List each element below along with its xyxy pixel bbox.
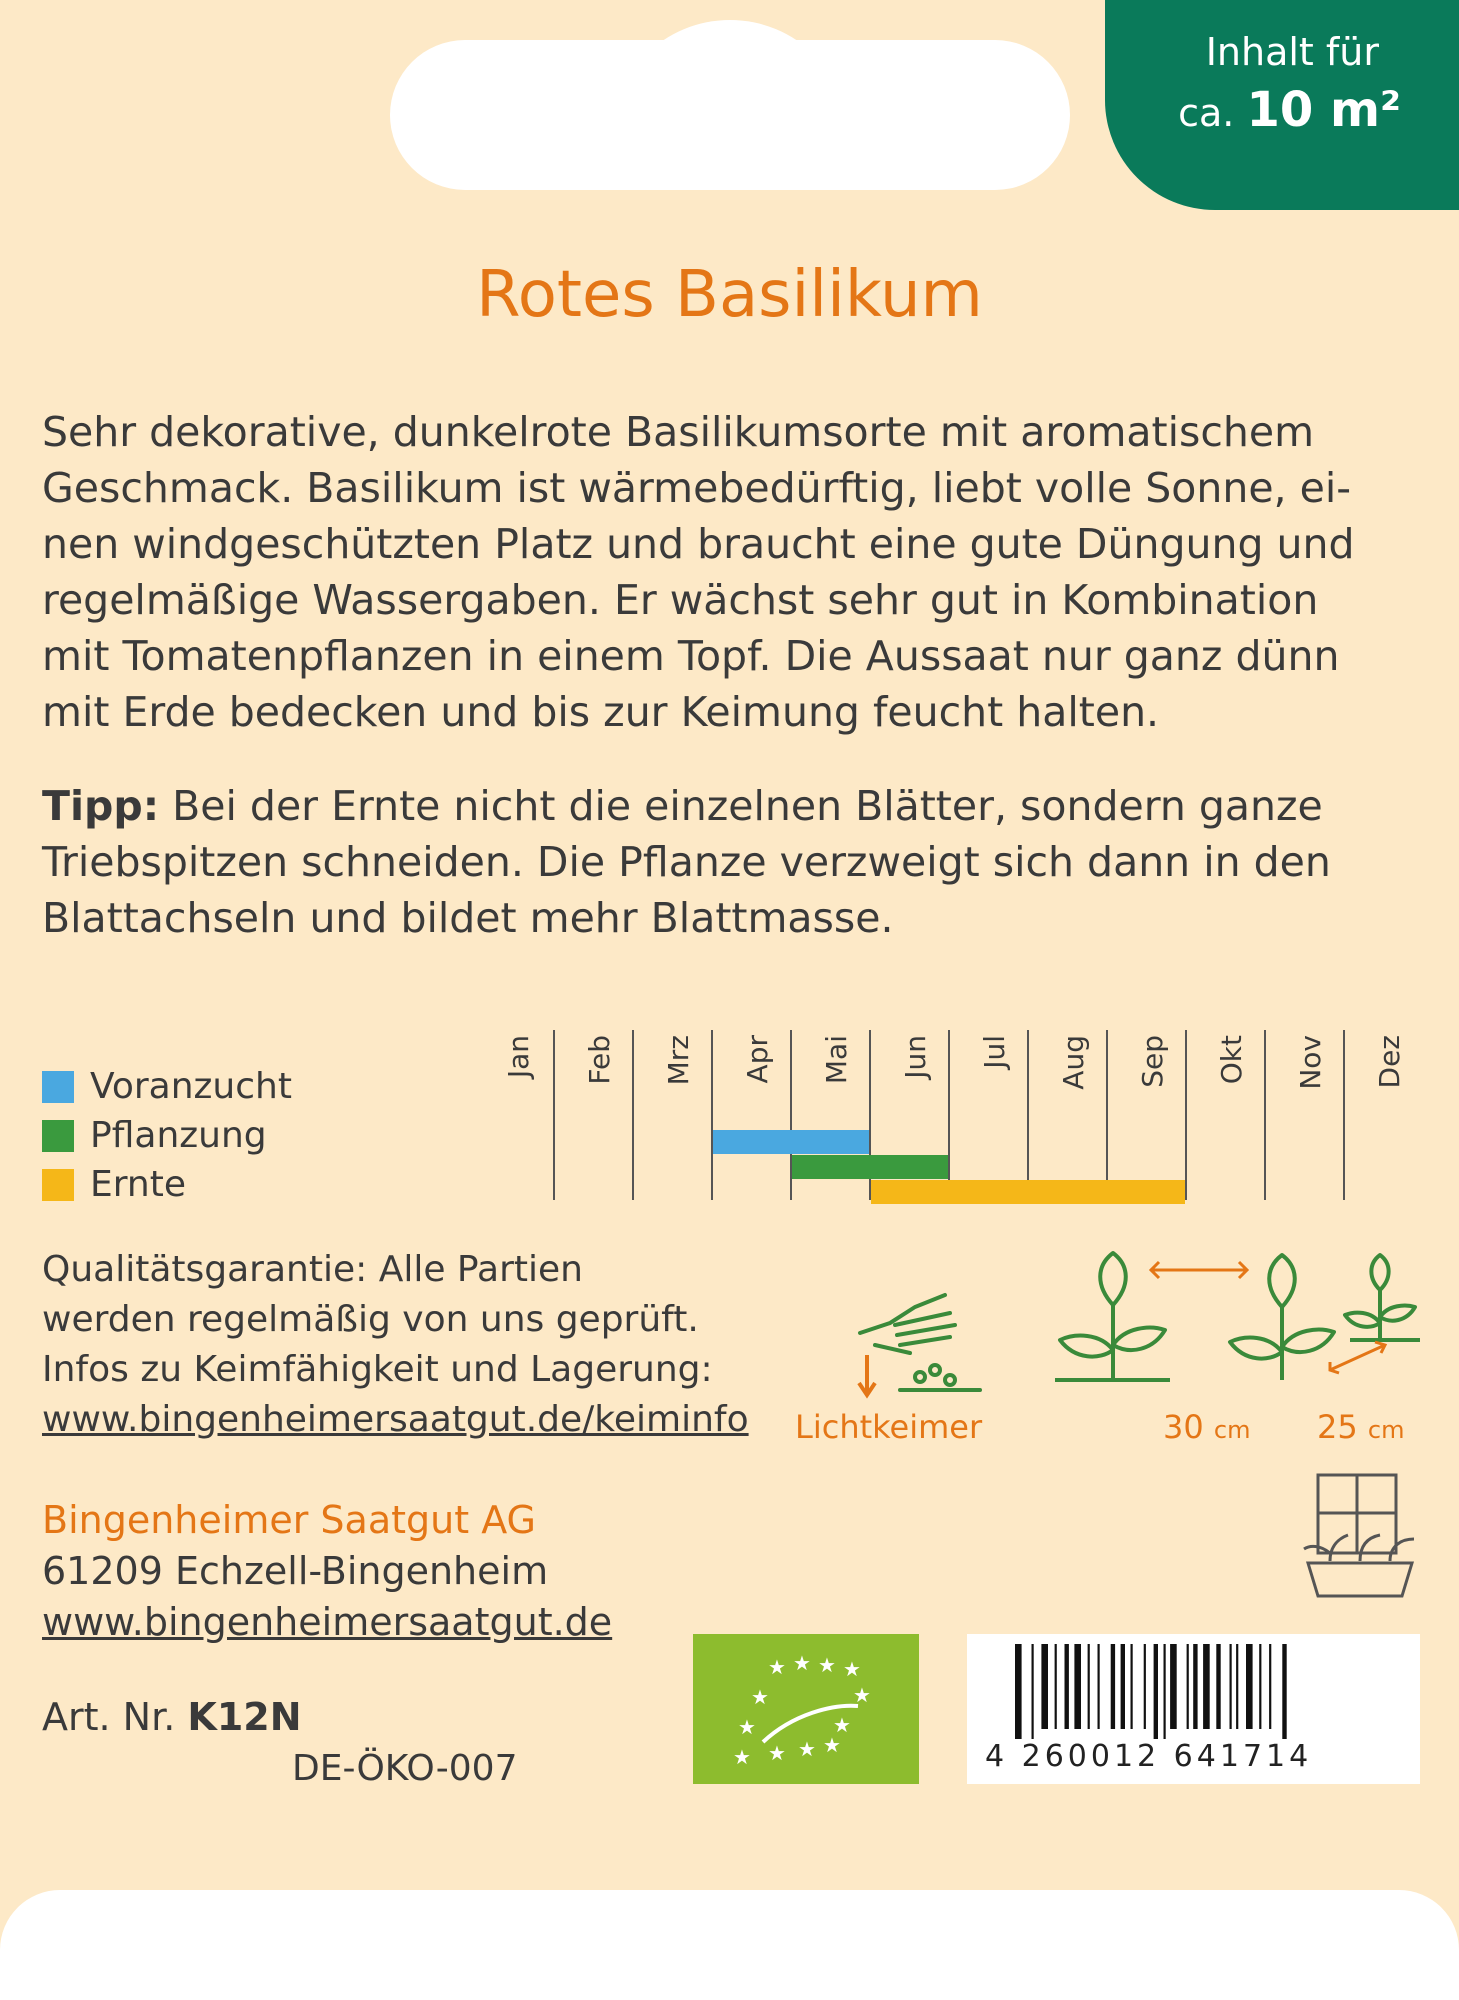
bottom-tab [0, 1890, 1459, 2000]
calendar-bar-ernte [871, 1180, 1185, 1204]
eu-organic-logo [693, 1634, 919, 1784]
svg-text:★: ★ [798, 1737, 816, 1761]
window-box-icon [1300, 1473, 1420, 1598]
month-column [711, 1030, 792, 1200]
svg-text:★: ★ [733, 1745, 751, 1769]
month-label: Dez [1373, 1035, 1406, 1089]
description: Sehr dekorative, dunkelrote Basilikumsorte mit aromatischem Geschmack. Basilikum ist wärmebedürftig, liebt volle Sonne, ei- nen windgeschützten Platz und braucht eine gute Düngung und regelmäßige Wassergaben. Er wächst sehr gut in Kombination mit Tomatenpflanzen in einem Topf. Die Aussaat nur ganz dünn mit Erde bedecken und bis zur Keimung feucht halten. [42, 408, 1355, 736]
badge-line1: Inhalt für [1205, 30, 1379, 74]
month-label: Jul [978, 1035, 1011, 1069]
light-germinator-icon [855, 1285, 985, 1405]
svg-text:★: ★ [833, 1713, 851, 1737]
svg-text:★: ★ [818, 1653, 836, 1677]
plant-spacing-label: 25 cm [1317, 1408, 1405, 1446]
badge-line2: ca. 10 m² [1178, 82, 1401, 138]
month-label: Aug [1057, 1035, 1090, 1090]
calendar-bar-voranzucht [713, 1130, 869, 1154]
month-label: Jan [502, 1035, 535, 1079]
svg-text:★: ★ [768, 1741, 786, 1765]
month-column [1106, 1030, 1187, 1200]
month-column [1264, 1030, 1345, 1200]
legend-swatch-green [42, 1120, 74, 1152]
month-label: Jun [899, 1035, 932, 1079]
month-column [948, 1030, 1029, 1200]
month-label: Nov [1294, 1035, 1327, 1090]
legend-item: Ernte [42, 1160, 292, 1209]
plant-spacing-icon [1055, 1245, 1425, 1400]
row-spacing-label: 30 cm [1163, 1408, 1251, 1446]
month-column [553, 1030, 634, 1200]
company-website-link[interactable]: www.bingenheimersaatgut.de [42, 1600, 613, 1644]
svg-text:★: ★ [768, 1655, 786, 1679]
legend-swatch-yellow [42, 1169, 74, 1201]
sowing-calendar [474, 1030, 1422, 1200]
month-column [474, 1030, 553, 1200]
light-germinator-label: Lichtkeimer [795, 1408, 983, 1446]
month-label: Feb [583, 1035, 616, 1085]
product-title: Rotes Basilikum [476, 258, 983, 332]
svg-text:★: ★ [751, 1685, 769, 1709]
calendar-bar-pflanzung [792, 1155, 948, 1179]
month-label: Mrz [662, 1035, 695, 1086]
barcode-number: 4 260012 641714 [985, 1739, 1313, 1774]
month-label: Apr [741, 1035, 774, 1084]
month-column [1185, 1030, 1266, 1200]
article-number: Art. Nr. K12N [42, 1695, 302, 1739]
tip-label: Tipp: [42, 782, 160, 830]
barcode-bars [1015, 1644, 1385, 1739]
month-label: Mai [820, 1035, 853, 1085]
keiminfo-link[interactable]: www.bingenheimersaatgut.de/keiminfo [42, 1399, 749, 1440]
svg-text:★: ★ [793, 1651, 811, 1675]
month-column [1343, 1030, 1424, 1200]
badge-value: 10 m² [1246, 82, 1401, 138]
company-address: 61209 Echzell-Bingenheim [42, 1549, 549, 1593]
month-label: Okt [1215, 1035, 1248, 1085]
barcode [967, 1634, 1420, 1784]
calendar-legend [42, 1062, 292, 1209]
svg-text:★: ★ [823, 1733, 841, 1757]
company-info [42, 1495, 612, 1648]
legend-item: Voranzucht [42, 1062, 292, 1111]
organic-certification: DE-ÖKO-007 [292, 1748, 518, 1789]
quality-guarantee: Qualitätsgarantie: Alle Partien werden regelmäßig von uns geprüft. Infos zu Keimfähigkeit und Lagerung: www.bingenheimersaatgut.de/keiminfo [42, 1245, 749, 1445]
hang-hole [390, 40, 1070, 190]
month-column [632, 1030, 713, 1200]
svg-text:★: ★ [853, 1683, 871, 1707]
company-name: Bingenheimer Saatgut AG [42, 1498, 536, 1542]
svg-text:★: ★ [738, 1715, 756, 1739]
month-column [1027, 1030, 1108, 1200]
legend-swatch-blue [42, 1071, 74, 1103]
month-label: Sep [1136, 1035, 1169, 1088]
content-badge [1105, 0, 1459, 210]
tip: Tipp: Bei der Ernte nicht die einzelnen Blätter, sondern ganze Triebspitzen schneiden. Die Pflanze verzweigt sich dann in den Blattachseln und bildet mehr Blattmasse. [42, 782, 1331, 942]
legend-item: Pflanzung [42, 1111, 292, 1160]
svg-text:★: ★ [843, 1657, 861, 1681]
